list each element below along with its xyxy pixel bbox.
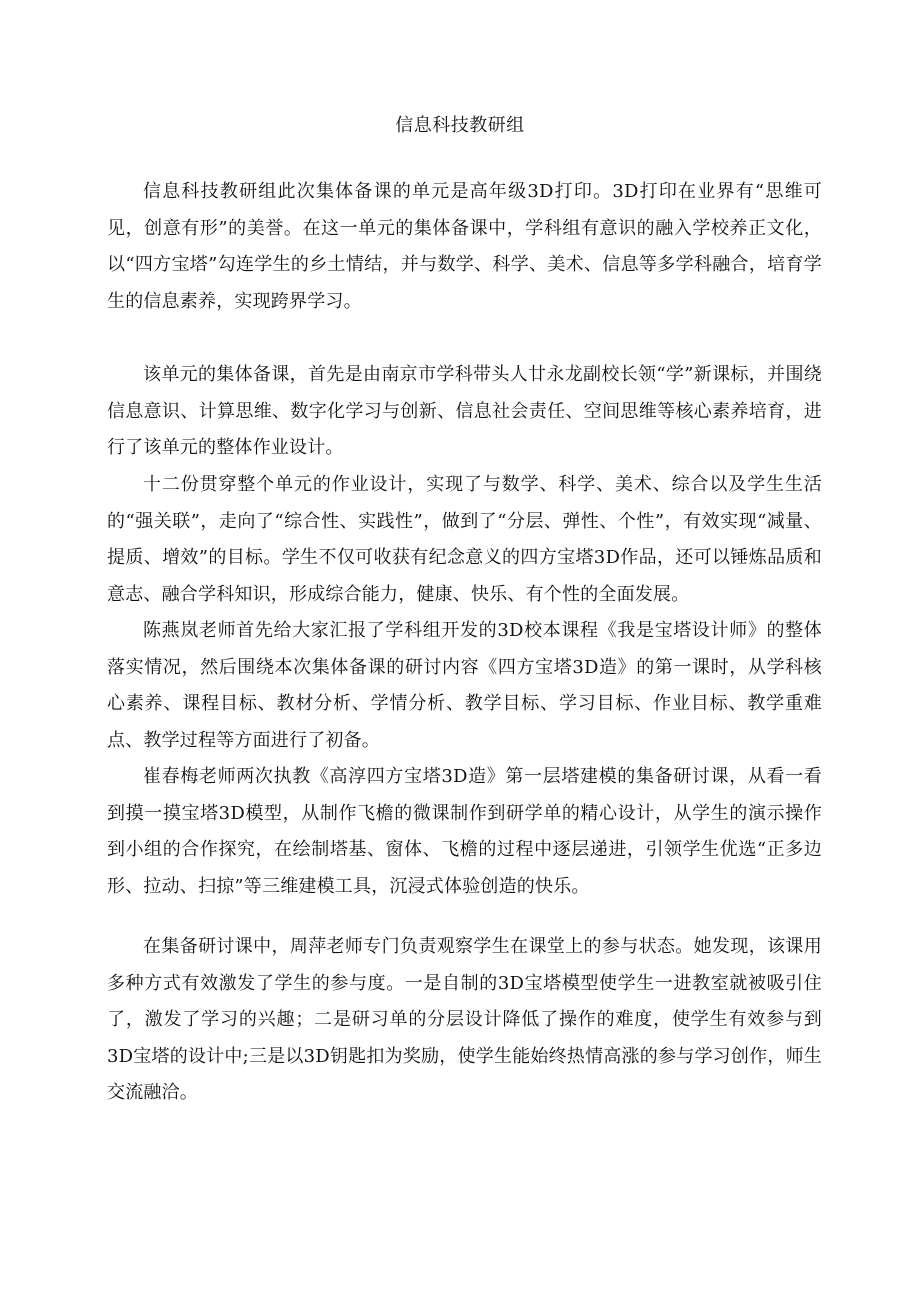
paragraph-homework-design: 十二份贯穿整个单元的作业设计，实现了与数学、科学、美术、综合以及学生生活的“强关联”，走向了“综合性、实践性”，做到了“分层、弹性、个性”，有效实现“减量、提质、增效”的目标。学生不仅可收获有纪念意义的四方宝塔3D作品，还可以锤炼品质和意志、融合学科知识，形成综合能力，健康、快乐、有个性的全面发展。	[107, 474, 822, 605]
document-title: 信息科技教研组	[395, 115, 525, 136]
paragraph-cui-lesson: 崔春梅老师两次执教《高淳四方宝塔3D造》第一层塔建模的集备研讨课，从看一看到摸一摸宝塔3D模型，从制作飞檐的微课制作到研学单的精心设计，从学生的演示操作到小组的合作探究，在绘制塔基、窗体、飞檐的过程中逐层递进，引领学生优选“正多边形、拉动、扫掠”等三维建模工具，沉浸式体验创造的快乐。	[107, 766, 822, 897]
paragraph-zhou-observation: 在集备研讨课中，周萍老师专门负责观察学生在课堂上的参与状态。她发现，该课用多种方式有效激发了学生的参与度。一是自制的3D宝塔模型使学生一进教室就被吸引住了，激发了学习的兴趣；二是研习单的分层设计降低了操作的难度，使学生有效参与到3D宝塔的设计中;三是以3D钥匙扣为奖励，使学生能始终热情高涨的参与学习创作，师生交流融洽。	[107, 936, 822, 1103]
paragraph-intro: 信息科技教研组此次集体备课的单元是高年级3D打印。3D打印在业界有“思维可见，创意有形”的美誉。在这一单元的集体备课中，学科组有意识的融入学校养正文化，以“四方宝塔”勾连学生的乡土情结，并与数学、科学、美术、信息等多学科融合，培育学生的信息素养，实现跨界学习。	[107, 181, 822, 312]
paragraph-unit-design: 该单元的集体备课，首先是由南京市学科带头人廿永龙副校长领“学”新课标，并围绕信息意识、计算思维、数字化学习与创新、信息社会责任、空间思维等核心素养培育，进行了该单元的整体作业设计。	[107, 364, 822, 458]
paragraph-chen-report: 陈燕岚老师首先给大家汇报了学科组开发的3D校本课程《我是宝塔设计师》的整体落实情况，然后围绕本次集体备课的研讨内容《四方宝塔3D造》的第一课时，从学科核心素养、课程目标、教材分析、学情分析、教学目标、学习目标、作业目标、教学重难点、教学过程等方面进行了初备。	[107, 620, 822, 751]
